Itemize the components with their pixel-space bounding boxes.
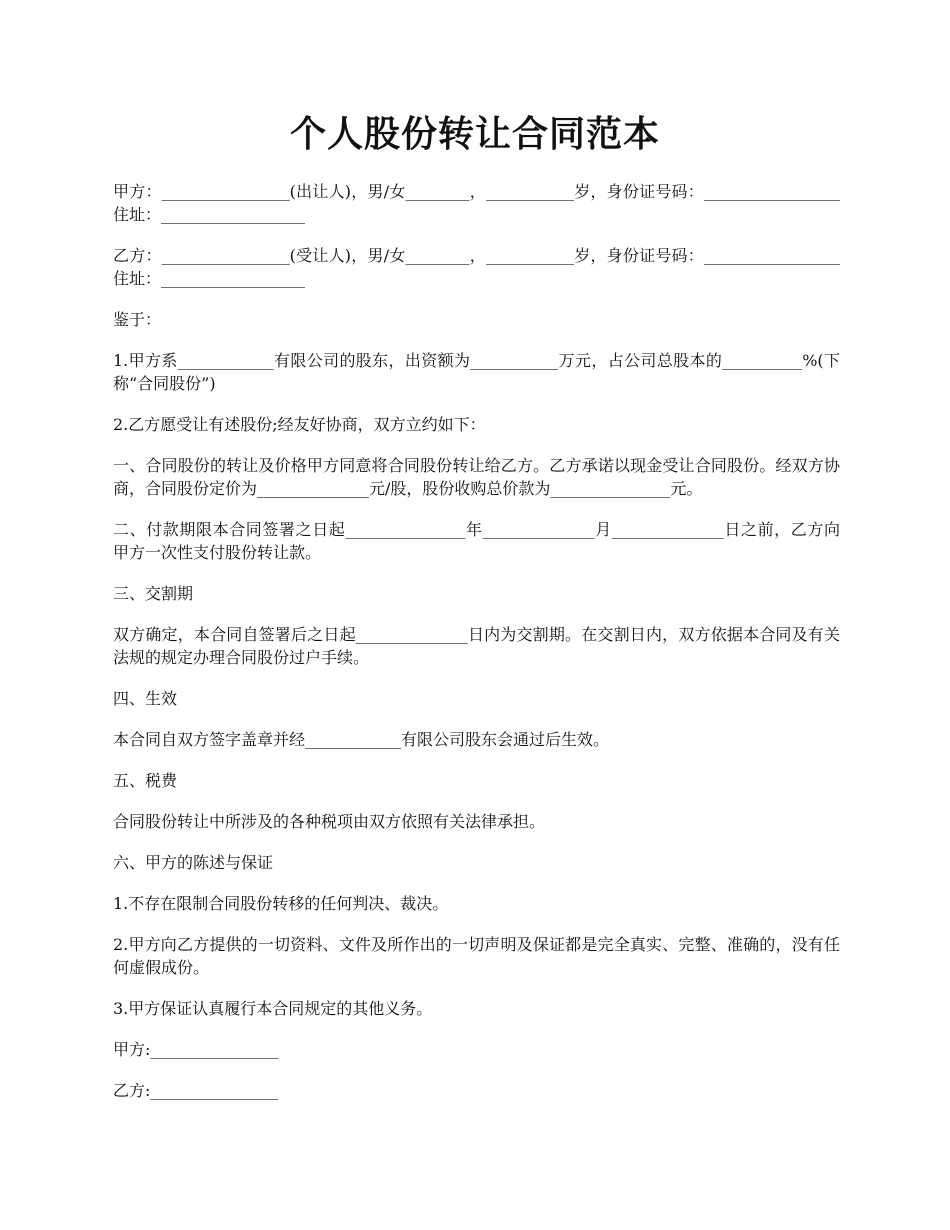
section-2-payment-term: 二、付款期限本合同签署之日起_______________年______________月______________日之前，乙方向甲方一次性支付股份转让款。 <box>113 520 840 562</box>
section-5-heading: 五、税费 <box>113 771 178 790</box>
section-3-content: 双方确定，本合同自签署后之日起______________日内为交割期。在交割日内，双方依据本合同及有关法规的规定办理合同股份过户手续。 <box>113 625 840 667</box>
warranty-item-1: 1.不存在限制合同股份转移的任何判决、裁决。 <box>113 894 449 913</box>
section-5-content: 合同股份转让中所涉及的各种税项由双方依照有关法律承担。 <box>113 812 546 831</box>
party-b-info: 乙方：________________(受让人)，男/女________，___________岁，身份证号码：_________________住址：__________________ <box>113 246 840 288</box>
party-a-info: 甲方：________________(出让人)，男/女________，___________岁，身份证号码：_________________住址：__________________ <box>113 182 840 224</box>
whereas-clause-1: 1.甲方系____________有限公司的股东，出资额为___________万元，占公司总股本的__________%(下称“合同股份”) <box>113 351 840 393</box>
party-b-signature: 乙方:________________ <box>113 1081 279 1100</box>
section-3-heading: 三、交割期 <box>113 584 194 603</box>
document-title: 个人股份转让合同范本 <box>289 113 660 155</box>
section-1-transfer-price: 一、合同股份的转让及价格甲方同意将合同股份转让给乙方。乙方承诺以现金受让合同股份。经双方协商，合同股份定价为______________元/股，股份收购总价款为_______________元。 <box>113 456 840 498</box>
section-6-heading: 六、甲方的陈述与保证 <box>113 853 274 872</box>
section-4-heading: 四、生效 <box>113 689 178 708</box>
party-a-signature: 甲方:________________ <box>113 1040 279 1059</box>
section-4-content: 本合同自双方签字盖章并经____________有限公司股东会通过后生效。 <box>113 730 610 749</box>
document-body <box>113 180 840 1120</box>
whereas-clause-2: 2.乙方愿受让有述股份;经友好协商，双方立约如下： <box>113 415 486 434</box>
warranty-item-3: 3.甲方保证认真履行本合同规定的其他义务。 <box>113 999 433 1018</box>
warranty-item-2: 2.甲方向乙方提供的一切资料、文件及所作出的一切声明及保证都是完全真实、完整、准确的，没有任何虚假成份。 <box>113 935 840 977</box>
whereas-heading: 鉴于： <box>113 310 162 329</box>
